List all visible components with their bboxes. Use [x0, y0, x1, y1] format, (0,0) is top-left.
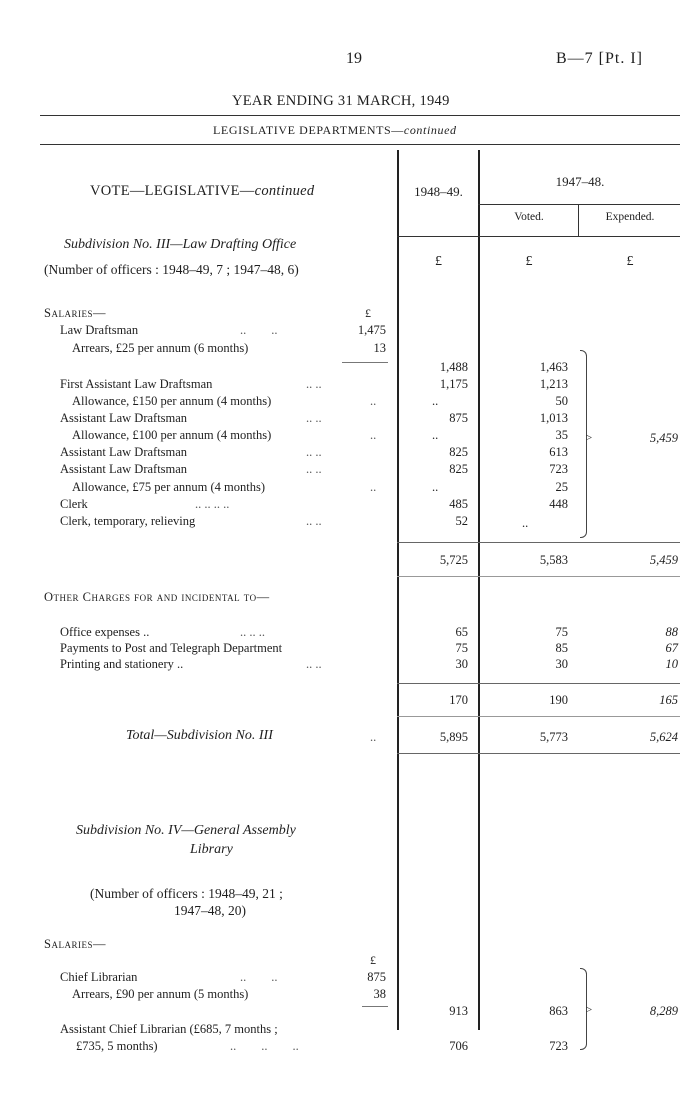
row-label: Assistant Law Draftsman [60, 445, 188, 459]
leader-dots: .. .. [306, 657, 322, 671]
column-header-voted: Voted. [514, 211, 544, 223]
amount-1948: .. [432, 428, 439, 442]
other-charges-label: Other Charges for and incidental to— [44, 590, 270, 604]
chief-librarian-1948: 913 [449, 1004, 468, 1018]
amount-1948: 1,488 [439, 360, 468, 374]
law-draftsman-arrears: Arrears, £25 per annum (6 months) [72, 341, 249, 355]
document-reference: B—7 [Pt. I] [556, 50, 643, 67]
leader-dots: .. .. .. [230, 1039, 299, 1053]
amount-1948: 1,175 [439, 377, 468, 391]
leader-dots: .. .. [306, 377, 322, 391]
leader-dots: .. [370, 394, 377, 408]
salaries-total-expended: 5,459 [649, 553, 678, 567]
amount-voted: 50 [555, 394, 568, 408]
amount-1948: 65 [455, 625, 468, 639]
leader-dots: .. .. [306, 462, 322, 476]
subdivision-4-heading-line-2: Library [190, 842, 233, 857]
amount-1948: 875 [449, 411, 468, 425]
subdivision-3-total-expended: 5,624 [649, 730, 678, 744]
column-divider-1948 [478, 150, 480, 1030]
total-rule [397, 753, 680, 754]
amount-voted: 25 [555, 480, 568, 494]
amount-voted: 75 [555, 625, 568, 639]
row-label: Clerk, temporary, relieving [60, 514, 196, 528]
subdivision-3-total-1948: 5,895 [439, 730, 468, 744]
chief-librarian-voted: 863 [549, 1004, 568, 1018]
amount-voted: 35 [555, 428, 568, 442]
vote-title: VOTE—LEGISLATIVE—continued [90, 183, 315, 199]
leader-dots: .. [370, 730, 377, 744]
leader-dots: .. .. [240, 323, 278, 337]
department-rule [40, 144, 680, 145]
salaries-label: Salaries— [44, 937, 106, 951]
subdivision-3-total-voted: 5,773 [539, 730, 568, 744]
currency-expended: £ [626, 254, 634, 269]
column-header-rule [397, 236, 680, 237]
assistant-chief-librarian-line-2: £735, 5 months) [76, 1039, 158, 1053]
amount-voted: 1,463 [539, 360, 568, 374]
leader-dots: .. .. [306, 411, 322, 425]
leader-dots: .. .. [306, 445, 322, 459]
chief-librarian-arrears: Arrears, £90 per annum (5 months) [72, 987, 249, 1001]
amount-voted: 723 [549, 462, 568, 476]
amount-voted: 1,013 [539, 411, 568, 425]
amount-1948: 75 [455, 641, 468, 655]
chief-librarian: Chief Librarian [60, 970, 138, 984]
total-rule [397, 576, 680, 577]
row-label: Assistant Law Draftsman [60, 411, 188, 425]
subtotal-rule [342, 362, 388, 363]
column-header-expended: Expended. [605, 211, 655, 223]
other-total-voted: 190 [549, 693, 568, 707]
amount-1948: 825 [449, 462, 468, 476]
other-total-1948: 170 [449, 693, 468, 707]
column-divider-voted [578, 204, 579, 236]
leader-dots: .. .. .. .. [195, 497, 230, 511]
row-label: First Assistant Law Draftsman [60, 377, 213, 391]
subheader-rule [478, 204, 680, 205]
amount-1948: 30 [455, 657, 468, 671]
amount-voted: 85 [555, 641, 568, 655]
column-divider-label [397, 150, 399, 1030]
year-title: YEAR ENDING 31 MARCH, 1949 [232, 93, 450, 109]
subtotal-rule [362, 1006, 388, 1007]
amount-1948: .. [432, 480, 439, 494]
amount-voted: 613 [549, 445, 568, 459]
salaries-total-1948: 5,725 [439, 553, 468, 567]
amount-voted: 448 [549, 497, 568, 511]
column-header-1948-49: 1948–49. [414, 184, 463, 199]
row-label: Payments to Post and Telegraph Department [60, 641, 283, 655]
subdivision-3-officers: (Number of officers : 1948–49, 7 ; 1947–48, 6) [44, 262, 299, 277]
amount-voted: .. [522, 516, 529, 530]
leader-dots: .. .. [306, 514, 322, 528]
page-number: 19 [346, 50, 362, 67]
header-rule [40, 115, 680, 116]
brace-point: > [586, 432, 593, 444]
leader-dots: .. [370, 480, 377, 494]
leader-dots: .. .. .. [240, 625, 265, 639]
assistant-chief-librarian: Assistant Chief Librarian (£685, 7 months ; [60, 1022, 278, 1036]
library-salaries-expended: 8,289 [649, 1004, 678, 1018]
subdivision-3-total-label: Total—Subdivision No. III [126, 728, 273, 743]
other-total-expended: 165 [659, 693, 678, 707]
amount-1948: 825 [449, 445, 468, 459]
amount-1948: .. [432, 394, 439, 408]
row-label: Allowance, £75 per annum (4 months) [72, 480, 266, 494]
amount-1948: 485 [449, 497, 468, 511]
currency-voted: £ [525, 254, 533, 269]
row-label: Allowance, £100 per annum (4 months) [72, 428, 272, 442]
total-rule [397, 716, 680, 717]
column-header-1947-48: 1947–48. [555, 174, 605, 189]
subdivision-3-heading: Subdivision No. III—Law Drafting Office [64, 237, 297, 252]
amount-voted: 30 [555, 657, 568, 671]
amount-1948: 52 [455, 514, 468, 528]
row-label: Clerk [60, 497, 88, 511]
leader-dots: .. .. [240, 970, 278, 984]
department-title: LEGISLATIVE DEPARTMENTS—continued [213, 123, 457, 137]
salaries-currency: £ [370, 953, 376, 967]
brace-point: > [586, 1004, 593, 1016]
amount-expended: 67 [665, 641, 678, 655]
assistant-chief-librarian-1948: 706 [449, 1039, 468, 1053]
salaries-expended: 5,459 [649, 431, 678, 445]
chief-librarian-arrears-amount: 38 [373, 987, 386, 1001]
salaries-label: Salaries— [44, 306, 106, 320]
row-label: Assistant Law Draftsman [60, 462, 188, 476]
salaries-total-voted: 5,583 [539, 553, 568, 567]
assistant-chief-librarian-voted: 723 [549, 1039, 568, 1053]
law-draftsman-amount: 1,475 [357, 323, 386, 337]
subdivision-4-officers: (Number of officers : 1948–49, 21 ; [90, 886, 283, 901]
row-label: Printing and stationery .. [60, 657, 184, 671]
law-draftsman-arrears-amount: 13 [373, 341, 386, 355]
amount-expended: 10 [665, 657, 678, 671]
law-draftsman: Law Draftsman [60, 323, 139, 337]
subdivision-4-officers-line-2: 1947–48, 20) [174, 903, 246, 918]
subdivision-4-heading: Subdivision No. IV—General Assembly [76, 823, 296, 838]
brace [580, 350, 587, 538]
leader-dots: .. [370, 428, 377, 442]
salaries-currency: £ [365, 306, 371, 320]
total-rule [397, 542, 680, 543]
chief-librarian-amount: 875 [367, 970, 386, 984]
currency-1948: £ [435, 254, 442, 269]
total-rule [397, 683, 680, 684]
amount-expended: 88 [665, 625, 678, 639]
row-label: Allowance, £150 per annum (4 months) [72, 394, 272, 408]
amount-voted: 1,213 [539, 377, 568, 391]
row-label: Office expenses .. [60, 625, 150, 639]
